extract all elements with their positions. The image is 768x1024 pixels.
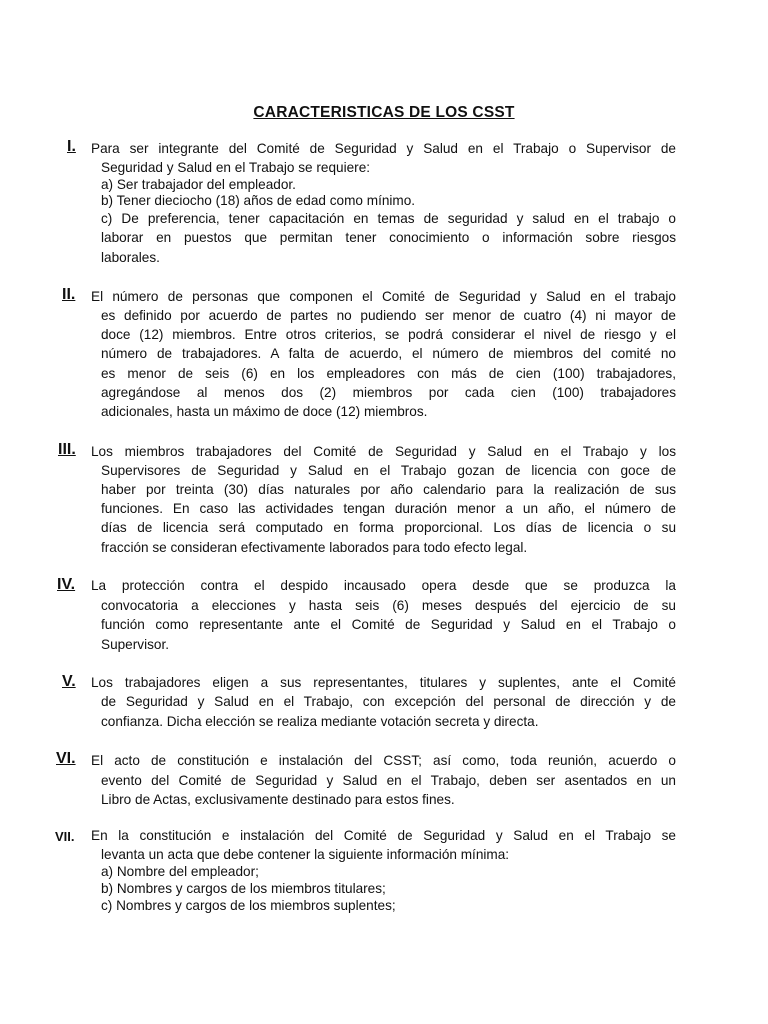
section-line: Libro de Actas, exclusivamente destinado para estos fines.	[101, 792, 455, 807]
section-line: En la constitución e instalación del Comité de Seguridad y Salud en el Trabajo se	[91, 828, 676, 843]
section-numeral: I.	[67, 138, 76, 155]
section-line: b) Tener dieciocho (18) años de edad como mínimo.	[101, 193, 416, 208]
section-line: c) Nombres y cargos de los miembros suplentes;	[101, 898, 396, 913]
section-line: Supervisores de Seguridad y Salud en el Trabajo gozan de licencia con goce de	[101, 463, 676, 478]
section-line: Seguridad y Salud en el Trabajo se requiere:	[101, 160, 371, 175]
section-line: La protección contra el despido incausado opera desde que se produzca la	[91, 578, 676, 593]
section-line: función como representante ante el Comité de Seguridad y Salud en el Trabajo o	[101, 617, 676, 632]
section-line: funciones. En caso las actividades tengan duración menor a un año, el número de	[101, 501, 676, 516]
section-line: laborales.	[101, 250, 160, 265]
section-line: c) De preferencia, tener capacitación en temas de seguridad y salud en el trabajo o	[101, 211, 676, 226]
section-line: haber por treinta (30) días naturales por año calendario para la realización de sus	[101, 482, 676, 497]
section-numeral: IV.	[57, 576, 76, 593]
section-numeral: II.	[62, 286, 76, 303]
section-line: días de licencia será computado en forma proporcional. Los días de licencia o su	[101, 520, 676, 535]
section-line: es menor de seis (6) en los empleadores con más de cien (100) trabajadores,	[101, 366, 676, 381]
section-line: confianza. Dicha elección se realiza mediante votación secreta y directa.	[101, 714, 539, 729]
section-numeral: V.	[62, 673, 76, 690]
section-line: es definido por acuerdo de partes no pudiendo ser menor de cuatro (4) ni mayor de	[101, 308, 676, 323]
section-line: adicionales, hasta un máximo de doce (12) miembros.	[101, 404, 428, 419]
section-line: El número de personas que componen el Comité de Seguridad y Salud en el trabajo	[91, 289, 676, 304]
section-line: levanta un acta que debe contener la siguiente información mínima:	[101, 847, 510, 862]
section-line: doce (12) miembros. Entre otros criterios, se podrá considerar el nivel de riesgo y el	[101, 327, 676, 342]
section-line: Los miembros trabajadores del Comité de Seguridad y Salud en el Trabajo y los	[91, 444, 676, 459]
section-numeral: III.	[58, 441, 76, 458]
section-line: Los trabajadores eligen a sus representantes, titulares y suplentes, ante el Comité	[91, 675, 676, 690]
section-line: número de trabajadores. A falta de acuerdo, el número de miembros del comité no	[101, 346, 676, 361]
section-numeral: VII.	[55, 829, 75, 844]
section-line: b) Nombres y cargos de los miembros titulares;	[101, 881, 386, 896]
section-line: convocatoria a elecciones y hasta seis (6) meses después del ejercicio de su	[101, 598, 676, 613]
document-title: CARACTERISTICAS DE LOS CSST	[253, 104, 515, 121]
section-line: de Seguridad y Salud en el Trabajo, con excepción del personal de dirección y de	[101, 694, 676, 709]
section-line: evento del Comité de Seguridad y Salud en el Trabajo, deben ser asentados en un	[101, 773, 676, 788]
section-numeral: VI.	[56, 750, 76, 767]
section-line: Para ser integrante del Comité de Seguridad y Salud en el Trabajo o Supervisor de	[91, 141, 676, 156]
section-line: agregándose al menos dos (2) miembros por cada cien (100) trabajadores	[101, 385, 676, 400]
section-line: fracción se consideran efectivamente laborados para todo efecto legal.	[101, 540, 528, 555]
section-line: El acto de constitución e instalación del CSST; así como, toda reunión, acuerdo o	[91, 753, 676, 768]
section-line: Supervisor.	[101, 637, 170, 652]
section-line: a) Ser trabajador del empleador.	[101, 177, 296, 192]
section-line: laborar en puestos que permitan tener conocimiento o información sobre riesgos	[101, 230, 676, 245]
section-line: a) Nombre del empleador;	[101, 864, 259, 879]
